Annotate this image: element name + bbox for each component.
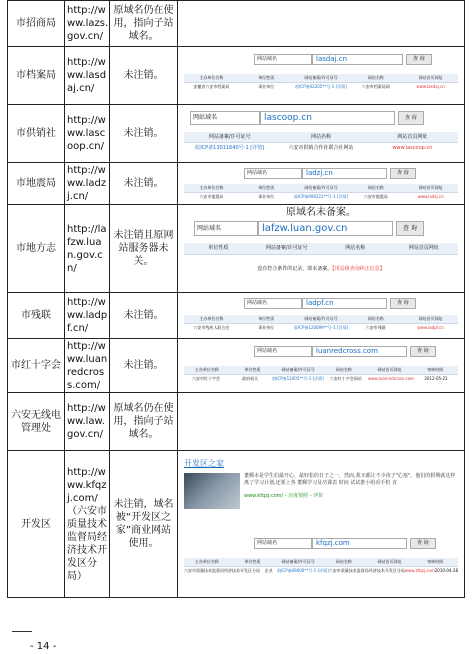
icp-screenshot: 网站域名 kfqzj.com 查 询 主办单位名称 单位性质 网站备案/许可证号 网站名称 网站首页网址 审核时间 六安市质量技术监督局经济技术开发区分局 企业 皖ICP备09000**号-1 [详情] 六安市质量技术监督局经济技术开发区分局 www.kfqzj.com 2010-04-28 <box>184 539 458 573</box>
status-cell: 原域名仍在使用，指向子站域名。 <box>110 393 178 451</box>
status-cell: 未注销。 <box>110 293 178 339</box>
url-cell: http://www.ladpf.cn/ <box>65 293 110 339</box>
result-snippet: 董郵本是学生们最开心，最轻松的日子之一，然而,我买都让不少孩子"心塞"，他们的假期就这样离了学习计划,还要上各 董郵学习及功课表 时间 试试推小组看手机 直 <box>244 473 456 486</box>
url-cell: http://lafzw.luan.gov.cn/ <box>65 205 110 293</box>
unit-cell: 市红十字会 <box>8 339 65 393</box>
screenshot-cell <box>178 393 465 451</box>
status-cell: 未注销。 <box>110 47 178 105</box>
unit-cell: 市残联 <box>8 293 65 339</box>
table-row <box>8 339 465 393</box>
unit-cell: 开发区 <box>8 451 65 598</box>
table-row <box>8 393 465 451</box>
url-cell: http://www.lascoop.cn/ <box>65 105 110 163</box>
domain-select: 网站域名 <box>254 54 312 65</box>
unit-cell: 六安无线电管理处 <box>8 393 65 451</box>
table-row <box>8 105 465 163</box>
url-cell: http://www.luanredcross.com/ <box>65 339 110 393</box>
status-cell: 未注销。 <box>110 105 178 163</box>
screenshot-cell <box>178 205 465 293</box>
status-cell: 未注销。 <box>110 163 178 205</box>
unit-cell: 市供销社 <box>8 105 65 163</box>
status-cell: 未注销。 <box>110 339 178 393</box>
screenshot-cell <box>178 105 465 163</box>
table-row <box>8 205 465 293</box>
icp-screenshot: 网站域名 luanredcross.com 查 询 主办单位名称 单位性质 网站备案/许可证号 网站名称 网站首页网址 审核时间 六安市红十字会 政府机关 皖ICP备12005**号-1 [详情] 六安红十字会网站 www.luanredcross.com 2012-05-21 <box>184 345 458 383</box>
result-thumbnail <box>184 473 240 509</box>
screenshot-cell <box>178 293 465 339</box>
url-cell: http://www.lazs.gov.cn/ <box>65 1 110 47</box>
page-number: - 14 - <box>30 641 57 652</box>
status-cell: 未注销且原网站服务器未关。 <box>110 205 178 293</box>
url-cell: http://www.ladzj.cn/ <box>65 163 110 205</box>
icp-screenshot: 原域名未备案。 网站域名 lafzw.luan.gov.cn 查 询 单位性质 网站备案/许可证号 网站名称 网站首页网址 没有符合条件的记录，即未备案。【用局级查询纠正信息】 <box>184 206 458 276</box>
unit-cell: 市招商局 <box>8 1 65 47</box>
screenshot-cell <box>178 47 465 105</box>
query-button: 查 询 <box>406 54 432 65</box>
search-result-screenshot <box>184 457 458 509</box>
url-cell: http://www.lasdaj.cn/ <box>65 47 110 105</box>
icp-screenshot: 网站域名 lasdaj.cn 查 询 主办单位名称 单位性质 网站备案/许可证号 网站名称 网站首页网址 安徽省六安市档案局 事业单位 皖ICP备02205**号-1 [详情] 六安市档案局网 www.lasdaj.cn <box>184 53 458 91</box>
unit-cell: 市地震局 <box>8 163 65 205</box>
table-row <box>8 47 465 105</box>
table-row <box>8 293 465 339</box>
icp-screenshot: 网站域名 ladpf.cn 查 询 主办单位名称 单位性质 网站备案/许可证号 网站名称 网站首页网址 六安市残疾人联合会 事业单位 皖ICP备120099**号-1 [详情] 六安市残联 www.ladpf.cn <box>184 297 458 332</box>
url-cell: http://www.law.gov.cn/ <box>65 393 110 451</box>
result-link: www.kfqzj.com/ - 百度快照 - 评价 <box>244 493 324 499</box>
unit-cell: 市地方志 <box>8 205 65 293</box>
screenshot-cell <box>178 1 465 47</box>
table-row <box>8 1 465 47</box>
url-cell: http://www.kfqzj.com/（六安市质量技术监督局经济技术开发区分局） <box>65 451 110 598</box>
icp-screenshot: 网站域名 ladzj.cn 查 询 主办单位名称 单位性质 网站备案/许可证号 网站名称 网站首页网址 六安市地震局 事业单位 皖ICP备090221**号-1 [详情] 六安市地震局 www.ladzj.cn <box>184 167 458 201</box>
table-row <box>8 163 465 205</box>
result-title: 开发区之家 <box>184 459 224 468</box>
status-cell: 原域名仍在使用，指向子站域名。 <box>110 1 178 47</box>
footer-divider <box>12 631 32 632</box>
report-table <box>7 0 465 598</box>
screenshot-cell <box>178 339 465 393</box>
icp-screenshot: 网站域名 lascoop.cn 查 询 网站备案/许可证号 网站名称 网站首页网址 皖ICP备13011640号-1 [详情] 六安市供销合作社联合社网站 www.lascoop.cn <box>184 110 458 153</box>
domain-input: lasdaj.cn <box>312 54 403 65</box>
screenshot-cell <box>178 163 465 205</box>
unit-cell: 市档案局 <box>8 47 65 105</box>
table-row <box>8 451 465 598</box>
note-text: 原域名未备案。 <box>286 207 356 218</box>
status-cell: 未注销，域名被“开发区之家”商业网站使用。 <box>110 451 178 598</box>
screenshot-cell <box>178 451 465 598</box>
